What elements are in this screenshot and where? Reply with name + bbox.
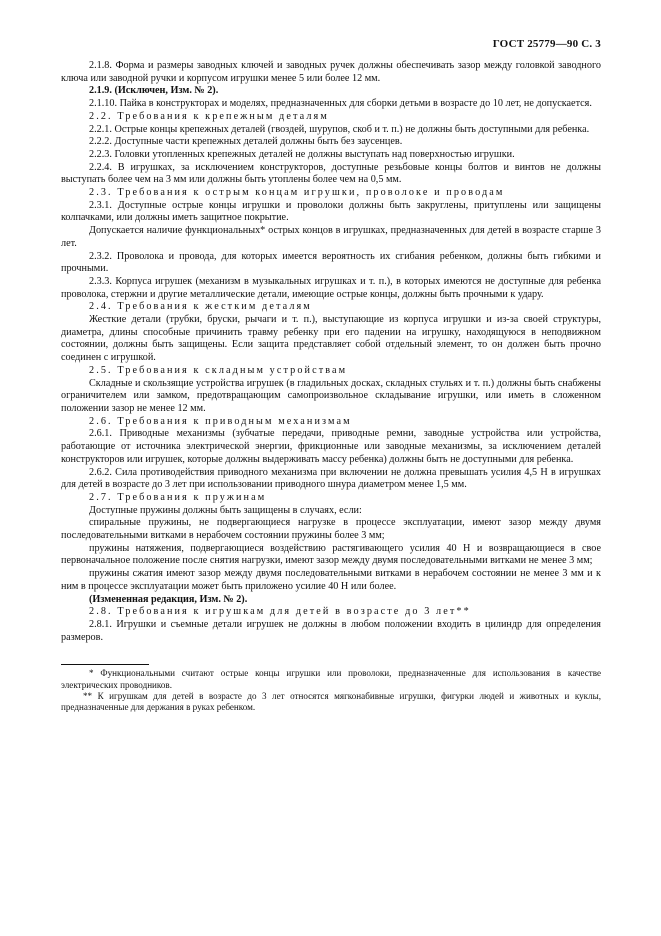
- footnote: ** К игрушкам для детей в возрасте до 3 лет относятся мягконабивные игрушки, фигурки людей и животных и куклы, предназначенные для держания в руках ребенком.: [61, 690, 601, 712]
- document-page: [61, 38, 601, 713]
- section-heading: 2.5. Требования к складным устройствам: [89, 364, 348, 376]
- section-heading: 2.2. Требования к крепежным деталям: [89, 110, 329, 122]
- paragraph: 2.6.1. Приводные механизмы (зубчатые передачи, приводные ремни, заводные устройства или устройства, работающие от источника электрической энергии, фрикционные или заводные механизмы, за исключением деталей конструкторов или игрушек, которые должны выдерживать массу ребенка) должны быть не доступными для ребенка.: [61, 428, 601, 465]
- paragraph: 2.8.1. Игрушки и съемные детали игрушек не должны в любом положении входить в цилиндр для определения размеров.: [61, 618, 601, 643]
- paragraph: 2.3.1. Доступные острые концы игрушки и проволоки должны быть закруглены, притуплены или защищены колпачками, или должны иметь защитное покрытие.: [61, 199, 601, 224]
- paragraph: Доступные пружины должны быть защищены в случаях, если:: [89, 504, 362, 516]
- paragraph: пружины натяжения, подвергающиеся воздействию растягивающего усилия 40 Н и возвращающиеся в свое первоначальное положение после снятия нагрузки, имеют зазор между двумя последовательными витками не менее 3 мм;: [61, 542, 601, 567]
- amendment-note: (Измененная редакция, Изм. № 2).: [89, 593, 248, 605]
- paragraph: 2.6.2. Сила противодействия приводного механизма при включении не должна превышать усилия 4,5 Н в игрушках для детей в возрасте до 3 лет при использовании приводного шнура диаметром менее 1,5 мм.: [61, 466, 601, 491]
- section-heading: 2.8. Требования к игрушкам для детей в возрасте до 3 лет**: [89, 606, 471, 618]
- paragraph: 2.1.8. Форма и размеры заводных ключей и заводных ручек должны обеспечивать зазор между головкой заводного ключа или заводной ручки и корпусом игрушки менее 5 или более 12 мм.: [61, 60, 601, 84]
- paragraph: 2.1.10. Пайка в конструкторах и моделях, предназначенных для сборки детьми в возрасте до 10 лет, не допускается.: [89, 98, 592, 110]
- footnote-divider: [61, 664, 149, 665]
- paragraph: пружины сжатия имеют зазор между двумя последовательными витками в нерабочем состоянии не менее 3 мм и к ним в процессе эксплуатации может быть приложено усилие 40 Н или более.: [61, 568, 601, 592]
- section-heading: 2.6. Требования к приводным механизмам: [89, 415, 352, 427]
- paragraph: 2.3.3. Корпуса игрушек (механизм в музыкальных игрушках и т. п.), в которых имеются не доступные для ребенка проволока, стержни и другие металлические детали, имеющие острые концы, должны быть прочными к удару.: [61, 275, 601, 300]
- paragraph: Складные и скользящие устройства игрушек (в гладильных досках, складных стульях и т. п.) должны быть снабжены ограничителем или замком, предотвращающим самопроизвольное складывание игрушки, или иметь в сложенном положении зазор не менее 12 мм.: [61, 377, 601, 414]
- paragraph: 2.2.1. Острые концы крепежных деталей (гвоздей, шурупов, скоб и т. п.) не должны быть доступными для ребенка.: [89, 123, 590, 135]
- paragraph: спиральные пружины, не подвергающиеся нагрузке в процессе эксплуатации, имеют зазор между двумя последовательными витками в нерабочем состоянии пружины более 3 мм;: [61, 517, 601, 542]
- paragraph: 2.2.2. Доступные части крепежных деталей должны быть без заусенцев.: [89, 136, 403, 148]
- document-body: [61, 60, 601, 644]
- paragraph: Жесткие детали (трубки, бруски, рычаги и т. п.), выступающие из корпуса игрушки и из-за своей структуры, диаметра, длины способные причинить травму ребенку при его падении на игрушку, находящуюся в неподвижном состоянии, должны быть защищены. Если защита представляет собой отдельный элемент, то он должен быть прочно соединен с игрушкой.: [61, 314, 601, 364]
- section-heading: 2.7. Требования к пружинам: [89, 491, 267, 503]
- page-header: ГОСТ 25779—90 С. 3: [492, 38, 601, 50]
- section-heading: 2.4. Требования к жестким деталям: [89, 301, 312, 313]
- paragraph: 2.3.2. Проволока и провода, для которых имеется вероятность их сгибания ребенком, должны быть гибкими и прочными.: [61, 250, 601, 275]
- paragraph: 2.2.3. Головки утопленных крепежных деталей не должны выступать над поверхностью игрушки.: [89, 148, 515, 160]
- amendment-note: 2.1.9. (Исключен, Изм. № 2).: [89, 85, 219, 97]
- paragraph: Допускается наличие функциональных* острых концов в игрушках, предназначенных для детей в возрасте старше 3 лет.: [61, 225, 601, 249]
- section-heading: 2.3. Требования к острым концам игрушки, проволоке и проводам: [89, 187, 505, 199]
- paragraph: 2.2.4. В игрушках, за исключением конструкторов, доступные резьбовые концы болтов и винтов не должны выступать более чем на 3 мм или должны быть утоплены более чем на 0,5 мм.: [61, 161, 601, 186]
- footnote: * Функциональными считают острые концы игрушки или проволоки, предназначенные для использования в качестве электрических проводников.: [61, 668, 601, 690]
- footnotes: [61, 668, 601, 713]
